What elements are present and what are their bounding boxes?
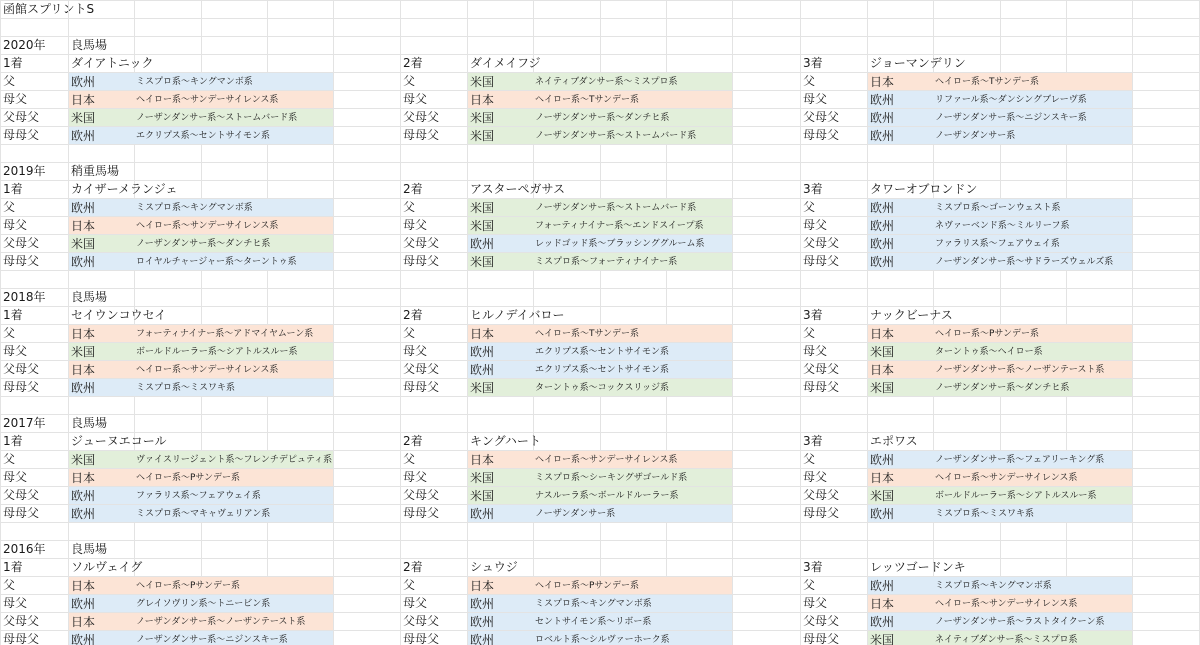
- year-label: 2017年: [3, 416, 46, 430]
- pedigree-role: 父母父: [3, 362, 40, 376]
- grid-column-line: [800, 0, 801, 645]
- horse-name: ヒルノデイバロー: [470, 308, 565, 322]
- pedigree-role: 母父: [803, 92, 828, 106]
- region-cell: 米国: [468, 73, 533, 90]
- pedigree-role: 父: [803, 326, 816, 340]
- lineage-cell: ノーザンダンサー系～サドラーズウェルズ系: [933, 253, 1132, 270]
- region-cell: 日本: [868, 469, 933, 486]
- pedigree-role: 父: [803, 578, 816, 592]
- pedigree-role: 母母父: [3, 380, 40, 394]
- lineage-cell: ミスプロ系～キングマンボ系: [533, 595, 732, 612]
- lineage-cell: ミスプロ系～ゴーンウェスト系: [933, 199, 1132, 216]
- pedigree-role: 母母父: [403, 128, 440, 142]
- region-cell: 欧州: [468, 235, 533, 252]
- region-cell: 欧州: [468, 361, 533, 378]
- lineage-cell: ボールドルーラー系～シアトルスルー系: [134, 343, 333, 360]
- pedigree-role: 父: [403, 200, 416, 214]
- pedigree-role: 父: [403, 326, 416, 340]
- region-cell: 欧州: [868, 253, 933, 270]
- region-cell: 米国: [868, 343, 933, 360]
- pedigree-role: 父母父: [803, 362, 840, 376]
- lineage-cell: ノーザンダンサー系～ダンチヒ系: [933, 379, 1132, 396]
- region-cell: 日本: [468, 451, 533, 468]
- pedigree-role: 父: [3, 200, 16, 214]
- region-cell: 欧州: [69, 379, 134, 396]
- pedigree-role: 父: [403, 452, 416, 466]
- region-cell: 米国: [468, 253, 533, 270]
- region-cell: 日本: [69, 613, 134, 630]
- grid-column-line: [333, 0, 334, 645]
- lineage-cell: ヴァイスリージェント系～フレンチデピュティ系: [134, 451, 333, 468]
- horse-name: タワーオブロンドン: [870, 182, 978, 196]
- pedigree-role: 母母父: [403, 380, 440, 394]
- lineage-cell: ミスプロ系～ミスワキ系: [933, 505, 1132, 522]
- pedigree-role: 母母父: [803, 506, 840, 520]
- lineage-cell: ヘイロー系～Tサンデー系: [533, 325, 732, 342]
- region-cell: 欧州: [468, 613, 533, 630]
- lineage-cell: ノーザンダンサー系～ストームバード系: [533, 199, 732, 216]
- pedigree-role: 母母父: [403, 506, 440, 520]
- region-cell: 欧州: [868, 127, 933, 144]
- place-label: 2着: [403, 434, 423, 448]
- pedigree-role: 父母父: [403, 362, 440, 376]
- lineage-cell: ネイティブダンサー系～ミスプロ系: [533, 73, 732, 90]
- lineage-cell: ファラリス系～フェアウェイ系: [134, 487, 333, 504]
- pedigree-role: 母母父: [3, 254, 40, 268]
- grid-column-line: [1132, 0, 1133, 645]
- pedigree-role: 母父: [3, 92, 28, 106]
- pedigree-role: 父母父: [3, 236, 40, 250]
- lineage-cell: ヘイロー系～サンデーサイレンス系: [533, 451, 732, 468]
- pedigree-role: 母母父: [803, 380, 840, 394]
- lineage-cell: ミスプロ系～キングマンボ系: [933, 577, 1132, 594]
- lineage-cell: ロイヤルチャージャー系～ターントゥ系: [134, 253, 333, 270]
- pedigree-role: 母母父: [3, 632, 40, 645]
- horse-name: カイザーメランジェ: [71, 182, 178, 196]
- lineage-cell: ターントゥ系～ヘイロー系: [933, 343, 1132, 360]
- lineage-cell: ヘイロー系～Pサンデー系: [134, 469, 333, 486]
- pedigree-role: 母父: [3, 596, 28, 610]
- pedigree-role: 母母父: [403, 254, 440, 268]
- lineage-cell: ノーザンダンサー系～ストームバード系: [533, 127, 732, 144]
- horse-name: エポワス: [870, 434, 918, 448]
- grid-row-line: [0, 522, 1200, 523]
- region-cell: 日本: [69, 217, 134, 234]
- region-cell: 欧州: [69, 505, 134, 522]
- region-cell: 米国: [69, 235, 134, 252]
- pedigree-role: 母父: [3, 470, 28, 484]
- region-cell: 米国: [468, 487, 533, 504]
- lineage-cell: ミスプロ系～キングマンボ系: [134, 73, 333, 90]
- region-cell: 欧州: [69, 595, 134, 612]
- region-cell: 欧州: [69, 253, 134, 270]
- lineage-cell: エクリプス系～セントサイモン系: [533, 361, 732, 378]
- pedigree-role: 父母父: [803, 110, 840, 124]
- region-cell: 米国: [468, 217, 533, 234]
- track-condition: 良馬場: [71, 290, 108, 304]
- place-label: 1着: [3, 434, 23, 448]
- pedigree-role: 父母父: [3, 614, 40, 628]
- horse-name: ジョーマンデリン: [870, 56, 966, 70]
- region-cell: 欧州: [868, 217, 933, 234]
- lineage-cell: ヘイロー系～Pサンデー系: [933, 325, 1132, 342]
- region-cell: 欧州: [69, 73, 134, 90]
- place-label: 3着: [803, 56, 823, 70]
- region-cell: 米国: [69, 343, 134, 360]
- lineage-cell: ヘイロー系～サンデーサイレンス系: [933, 469, 1132, 486]
- region-cell: 欧州: [868, 91, 933, 108]
- region-cell: 日本: [69, 325, 134, 342]
- lineage-cell: ファラリス系～フェアウェイ系: [933, 235, 1132, 252]
- pedigree-role: 父: [803, 452, 816, 466]
- track-condition: 良馬場: [71, 416, 108, 430]
- lineage-cell: ノーザンダンサー系～ラストタイクーン系: [933, 613, 1132, 630]
- lineage-cell: ノーザンダンサー系～フェアリーキング系: [933, 451, 1132, 468]
- lineage-cell: フォーティナイナー系～アドマイヤムーン系: [134, 325, 333, 342]
- region-cell: 米国: [868, 631, 933, 645]
- pedigree-role: 父母父: [3, 110, 40, 124]
- place-label: 3着: [803, 560, 823, 574]
- region-cell: 日本: [868, 73, 933, 90]
- horse-name: レッツゴードンキ: [870, 560, 966, 574]
- pedigree-role: 母父: [3, 344, 28, 358]
- lineage-cell: レッドゴッド系～ブラッシンググルーム系: [533, 235, 732, 252]
- lineage-cell: ネイティブダンサー系～ミスプロ系: [933, 631, 1132, 645]
- region-cell: 欧州: [69, 487, 134, 504]
- horse-name: シュウジ: [470, 560, 518, 574]
- pedigree-role: 父母父: [403, 488, 440, 502]
- lineage-cell: ミスプロ系～フォーティナイナー系: [533, 253, 732, 270]
- lineage-cell: グレイソヴリン系～トニービン系: [134, 595, 333, 612]
- place-label: 1着: [3, 182, 23, 196]
- lineage-cell: ノーザンダンサー系～ストームバード系: [134, 109, 333, 126]
- place-label: 2着: [403, 308, 423, 322]
- place-label: 3着: [803, 434, 823, 448]
- grid-row-line: [0, 0, 1200, 1]
- pedigree-role: 母母父: [403, 632, 440, 645]
- grid-row-line: [0, 396, 1200, 397]
- horse-name: ジューヌエコール: [71, 434, 167, 448]
- pedigree-role: 父: [803, 74, 816, 88]
- lineage-cell: ヘイロー系～Tサンデー系: [933, 73, 1132, 90]
- pedigree-role: 父母父: [803, 236, 840, 250]
- horse-name: セイウンコウセイ: [71, 308, 167, 322]
- lineage-cell: エクリプス系～セントサイモン系: [134, 127, 333, 144]
- pedigree-role: 母父: [403, 92, 428, 106]
- region-cell: 日本: [69, 91, 134, 108]
- pedigree-role: 母父: [403, 596, 428, 610]
- track-condition: 良馬場: [71, 38, 108, 52]
- region-cell: 欧州: [468, 631, 533, 645]
- lineage-cell: ヘイロー系～サンデーサイレンス系: [134, 91, 333, 108]
- place-label: 2着: [403, 560, 423, 574]
- grid-row-line: [0, 270, 1200, 271]
- track-condition: 良馬場: [71, 542, 108, 556]
- lineage-cell: ミスプロ系～マキャヴェリアン系: [134, 505, 333, 522]
- region-cell: 欧州: [468, 343, 533, 360]
- horse-name: ナックビーナス: [870, 308, 953, 322]
- lineage-cell: ロベルト系～シルヴァーホーク系: [533, 631, 732, 645]
- lineage-cell: ノーザンダンサー系～ダンチヒ系: [533, 109, 732, 126]
- lineage-cell: ネヴァーベンド系～ミルリーフ系: [933, 217, 1132, 234]
- lineage-cell: ノーザンダンサー系～ノーザンテースト系: [933, 361, 1132, 378]
- horse-name: ダイメイフジ: [470, 56, 541, 70]
- pedigree-role: 父: [3, 326, 16, 340]
- place-label: 3着: [803, 308, 823, 322]
- region-cell: 米国: [868, 487, 933, 504]
- pedigree-role: 父母父: [403, 110, 440, 124]
- grid-column-line: [400, 0, 401, 645]
- lineage-cell: ノーザンダンサー系～ノーザンテースト系: [134, 613, 333, 630]
- pedigree-role: 母父: [803, 470, 828, 484]
- region-cell: 日本: [468, 91, 533, 108]
- region-cell: 日本: [69, 469, 134, 486]
- region-cell: 欧州: [868, 109, 933, 126]
- pedigree-role: 父母父: [3, 488, 40, 502]
- pedigree-role: 母父: [403, 218, 428, 232]
- region-cell: 欧州: [868, 505, 933, 522]
- pedigree-role: 父: [403, 74, 416, 88]
- region-cell: 欧州: [69, 199, 134, 216]
- region-cell: 米国: [468, 127, 533, 144]
- region-cell: 日本: [69, 361, 134, 378]
- region-cell: 日本: [468, 325, 533, 342]
- lineage-cell: ナスルーラ系～ボールドルーラー系: [533, 487, 732, 504]
- pedigree-role: 母父: [803, 218, 828, 232]
- region-cell: 欧州: [868, 613, 933, 630]
- lineage-cell: エクリプス系～セントサイモン系: [533, 343, 732, 360]
- pedigree-role: 父母父: [403, 614, 440, 628]
- place-label: 1着: [3, 308, 23, 322]
- pedigree-role: 母母父: [3, 506, 40, 520]
- region-cell: 欧州: [868, 235, 933, 252]
- pedigree-role: 父: [3, 452, 16, 466]
- region-cell: 米国: [468, 379, 533, 396]
- region-cell: 欧州: [69, 127, 134, 144]
- lineage-cell: ノーザンダンサー系～ダンチヒ系: [134, 235, 333, 252]
- year-label: 2018年: [3, 290, 46, 304]
- pedigree-role: 父: [3, 578, 16, 592]
- lineage-cell: ヘイロー系～Pサンデー系: [533, 577, 732, 594]
- lineage-cell: ノーザンダンサー系～ニジンスキー系: [134, 631, 333, 645]
- pedigree-role: 父: [803, 200, 816, 214]
- lineage-cell: フォーティナイナー系～エンドスイープ系: [533, 217, 732, 234]
- region-cell: 日本: [868, 325, 933, 342]
- lineage-cell: ヘイロー系～サンデーサイレンス系: [134, 217, 333, 234]
- place-label: 2着: [403, 182, 423, 196]
- lineage-cell: ノーザンダンサー系: [933, 127, 1132, 144]
- horse-name: キングハート: [470, 434, 541, 448]
- pedigree-role: 母父: [803, 596, 828, 610]
- grid-column-line: [0, 0, 1, 645]
- lineage-cell: ヘイロー系～Pサンデー系: [134, 577, 333, 594]
- lineage-cell: セントサイモン系～リボー系: [533, 613, 732, 630]
- pedigree-role: 母父: [403, 344, 428, 358]
- region-cell: 欧州: [868, 199, 933, 216]
- place-label: 1着: [3, 560, 23, 574]
- lineage-cell: ミスプロ系～ミスワキ系: [134, 379, 333, 396]
- region-cell: 米国: [468, 469, 533, 486]
- lineage-cell: リファール系～ダンシングブレーヴ系: [933, 91, 1132, 108]
- region-cell: 欧州: [468, 595, 533, 612]
- grid-row-line: [0, 18, 1200, 19]
- lineage-cell: ミスプロ系～シーキングザゴールド系: [533, 469, 732, 486]
- lineage-cell: ヘイロー系～Tサンデー系: [533, 91, 732, 108]
- lineage-cell: ヘイロー系～サンデーサイレンス系: [134, 361, 333, 378]
- sheet-title: 函館スプリントS: [3, 2, 95, 16]
- lineage-cell: ノーザンダンサー系～ニジンスキー系: [933, 109, 1132, 126]
- region-cell: 欧州: [468, 505, 533, 522]
- region-cell: 欧州: [868, 451, 933, 468]
- lineage-cell: ヘイロー系～サンデーサイレンス系: [933, 595, 1132, 612]
- region-cell: 米国: [468, 199, 533, 216]
- place-label: 1着: [3, 56, 23, 70]
- region-cell: 日本: [868, 361, 933, 378]
- year-label: 2019年: [3, 164, 46, 178]
- horse-name: アスターペガサス: [470, 182, 566, 196]
- grid-column-line: [732, 0, 733, 645]
- year-label: 2016年: [3, 542, 46, 556]
- region-cell: 日本: [468, 577, 533, 594]
- horse-name: ダイアトニック: [71, 56, 154, 70]
- region-cell: 米国: [468, 109, 533, 126]
- pedigree-role: 父: [403, 578, 416, 592]
- lineage-cell: ノーザンダンサー系: [533, 505, 732, 522]
- lineage-cell: ミスプロ系～キングマンボ系: [134, 199, 333, 216]
- lineage-cell: ターントゥ系～コックスリッジ系: [533, 379, 732, 396]
- place-label: 2着: [403, 56, 423, 70]
- pedigree-role: 父: [3, 74, 16, 88]
- pedigree-role: 父母父: [403, 236, 440, 250]
- track-condition: 稍重馬場: [71, 164, 120, 178]
- pedigree-role: 母父: [3, 218, 28, 232]
- horse-name: ソルヴェイグ: [71, 560, 143, 574]
- pedigree-role: 父母父: [803, 488, 840, 502]
- pedigree-role: 母母父: [803, 632, 840, 645]
- region-cell: 米国: [868, 379, 933, 396]
- region-cell: 欧州: [868, 577, 933, 594]
- region-cell: 米国: [69, 109, 134, 126]
- place-label: 3着: [803, 182, 823, 196]
- pedigree-role: 母母父: [3, 128, 40, 142]
- pedigree-role: 母父: [803, 344, 828, 358]
- pedigree-role: 母父: [403, 470, 428, 484]
- pedigree-role: 母母父: [803, 128, 840, 142]
- year-label: 2020年: [3, 38, 46, 52]
- grid-row-line: [0, 144, 1200, 145]
- region-cell: 日本: [868, 595, 933, 612]
- region-cell: 米国: [69, 451, 134, 468]
- region-cell: 日本: [69, 577, 134, 594]
- region-cell: 欧州: [69, 631, 134, 645]
- lineage-cell: ボールドルーラー系～シアトルスルー系: [933, 487, 1132, 504]
- pedigree-role: 母母父: [803, 254, 840, 268]
- pedigree-role: 父母父: [803, 614, 840, 628]
